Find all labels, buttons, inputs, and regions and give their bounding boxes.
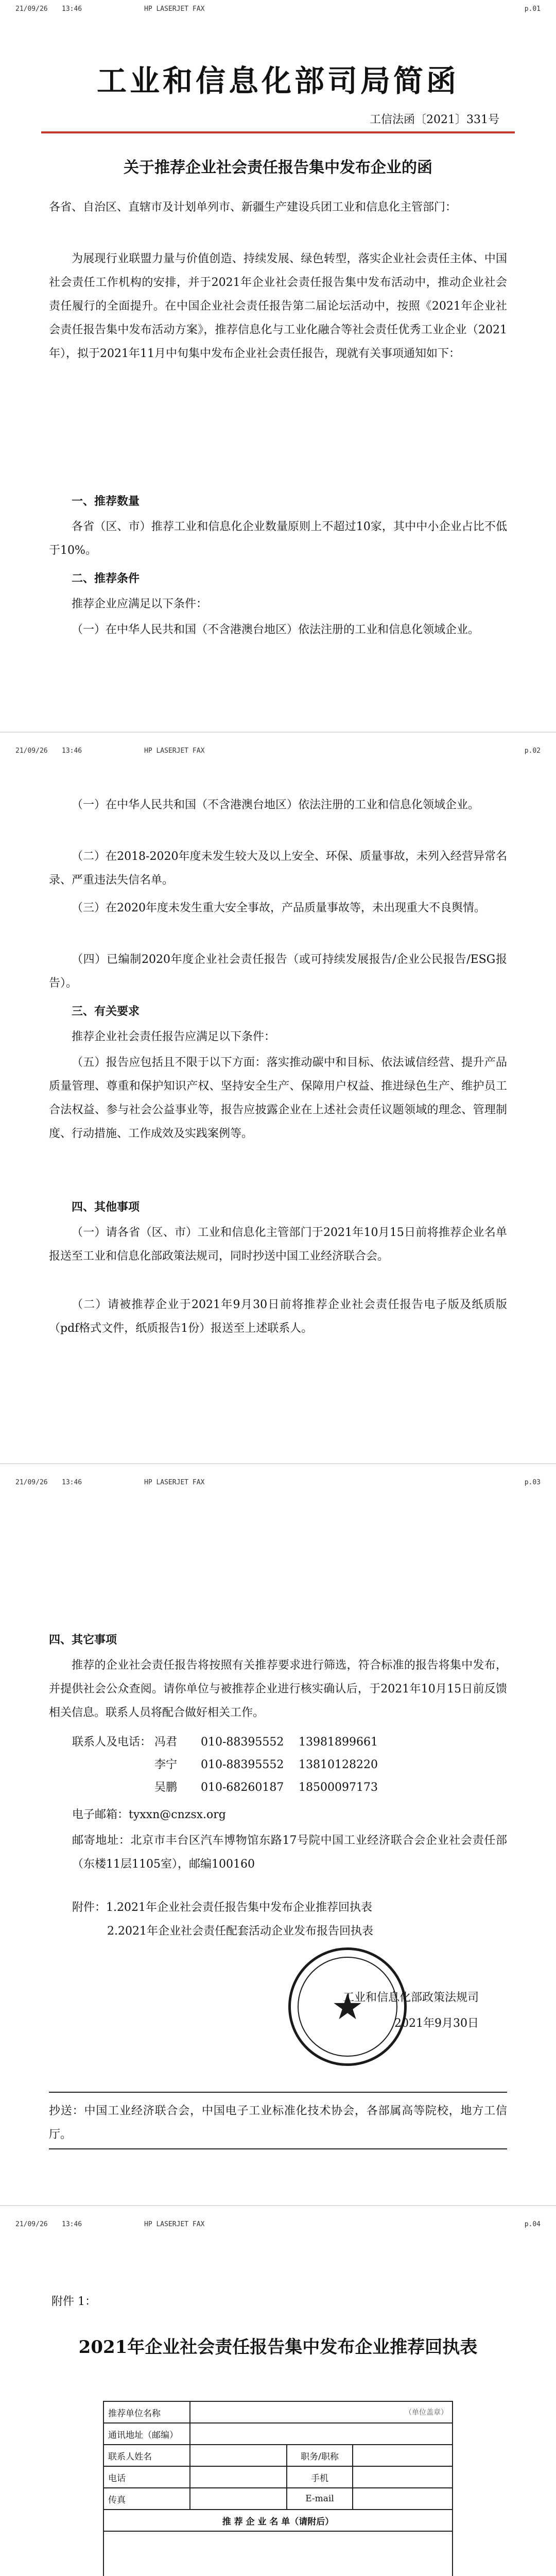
fax-page: p.04 xyxy=(524,2221,541,2228)
fax-page: p.02 xyxy=(524,747,541,755)
form-field[interactable] xyxy=(353,2445,453,2466)
section-1-body: 各省（区、市）推荐工业和信息化企业数量原则上不超过10家，其中中小企业占比不低于10%。 xyxy=(49,520,507,557)
condition-item-4: （四）已编制2020年度企业社会责任报告（或可持续发展报告/企业公民报告/ESG报告）。 xyxy=(49,953,507,990)
fax-header xyxy=(15,2221,541,2232)
contact-row xyxy=(72,1776,378,1799)
seal-star-icon: ★ xyxy=(331,1986,364,2028)
section-3-item-1: （五）报告应包括且不限于以下方面：落实推动碳中和目标、依法诚信经营、提升产品质量管理、尊重和保护知识产权、坚持安全生产、保障用户权益、推进绿色生产、维护员工合法权益、参与社会公益事业等，报告应披露企业在上述社会责任议题领域的理念、管理制度、行动措施、工作成效及实践案例等。 xyxy=(49,1056,507,1140)
salutation: 各省、自治区、直辖市及计划单列市、新疆生产建设兵团工业和信息化主管部门： xyxy=(49,201,457,214)
table-row xyxy=(103,2488,453,2510)
cc-rule-bottom xyxy=(49,2148,507,2149)
letterhead-rule xyxy=(41,131,515,133)
fax-time: 13:46 xyxy=(62,1479,82,1486)
fax-model: HP LASERJET FAX xyxy=(144,747,205,755)
form-section-header: 推 荐 企 业 名 单（请附后） xyxy=(103,2510,453,2531)
page-1 xyxy=(0,0,556,732)
contact-tel: 010-88395552 xyxy=(201,1758,284,1771)
page-separator xyxy=(0,2205,556,2206)
contact-mobile: 13810128220 xyxy=(299,1758,378,1771)
contacts-list xyxy=(72,1731,378,1799)
form-hint: （单位盖章） xyxy=(405,2409,448,2417)
section-3-title: 三、有关要求 xyxy=(72,1005,140,1018)
table-row xyxy=(103,2466,453,2488)
page-4 xyxy=(0,2215,556,2576)
table-row xyxy=(103,2423,453,2445)
contact-mobile: 13981899661 xyxy=(299,1736,378,1749)
condition-item-1: （一）在中华人民共和国（不含港澳台地区）依法注册的工业和信息化领域企业。 xyxy=(72,799,480,811)
contact-name: 李宁 xyxy=(154,1758,178,1771)
section-3-lead: 推荐企业社会责任报告应满足以下条件： xyxy=(72,1030,276,1043)
form-label: 推荐单位名称 xyxy=(103,2401,190,2423)
contact-row xyxy=(72,1731,378,1754)
section-4-title: 四、其他事项 xyxy=(72,1200,140,1214)
fax-date: 21/09/26 xyxy=(15,5,48,13)
condition-item-2: （二）在2018-2020年度未发生较大及以上安全、环保、质量事故，未列入经营异常名录、严重违法失信名单。 xyxy=(49,850,507,887)
contact-label: 联系人及电话： xyxy=(72,1736,152,1749)
fax-date: 21/09/26 xyxy=(15,1479,48,1486)
form-label: 通讯地址（邮编） xyxy=(103,2423,190,2445)
attachment-line-2: 2.2021年企业社会责任配套活动企业发布报告回执表 xyxy=(107,1925,373,1938)
fax-model: HP LASERJET FAX xyxy=(144,2221,205,2228)
fax-date: 21/09/26 xyxy=(15,2221,48,2228)
fax-model: HP LASERJET FAX xyxy=(144,5,205,13)
other-matters-title: 四、其它事项 xyxy=(49,1633,117,1647)
section-2-item-1: （一）在中华人民共和国（不含港澳台地区）依法注册的工业和信息化领域企业。 xyxy=(72,623,480,636)
notice-title: 关于推荐企业社会责任报告集中发布企业的函 xyxy=(124,159,432,177)
page-3 xyxy=(0,1473,556,2205)
contact-tel: 010-68260187 xyxy=(201,1781,284,1794)
contact-email: 电子邮箱：tyxxn@cnzsx.org xyxy=(72,1808,226,1821)
section-1-title: 一、推荐数量 xyxy=(72,495,140,508)
fax-time: 13:46 xyxy=(62,5,82,13)
page-2 xyxy=(0,742,556,1463)
contact-label xyxy=(72,1776,154,1799)
enterprise-list-area[interactable] xyxy=(103,2531,453,2576)
page-separator xyxy=(0,732,556,733)
form-field[interactable] xyxy=(190,2466,287,2488)
table-row xyxy=(103,2510,453,2531)
form-label: 手机 xyxy=(287,2466,353,2488)
form-1-table xyxy=(103,2401,453,2576)
document-number: 工信法函〔2021〕331号 xyxy=(370,113,499,126)
form-field[interactable] xyxy=(190,2401,453,2423)
contact-name: 吴鹏 xyxy=(154,1781,178,1794)
attachment-1-label: 附件 1： xyxy=(51,2295,96,2308)
other-matters-body: 推荐的企业社会责任报告将按照有关推荐要求进行筛选，符合标准的报告将集中发布，并提供社会公众查阅。请你单位与被推荐企业进行核实确认后，于2021年10月15日前反馈相关信息。联系人员将配合做好相关工作。 xyxy=(49,1659,507,1719)
table-row xyxy=(103,2531,453,2576)
section-4-item-1: （一）请各省（区、市）工业和信息化主管部门于2021年10月15日前将推荐企业名单报送至工业和信息化部政策法规司，同时抄送中国工业经济联合会。 xyxy=(49,1226,507,1263)
letterhead-title: 工业和信息化部司局简函 xyxy=(96,63,459,98)
contact-address: 邮寄地址：北京市丰台区汽车博物馆东路17号院中国工业经济联合会企业社会责任部（东楼11层1105室），邮编100160 xyxy=(72,1834,507,1871)
contact-mobile: 18500097173 xyxy=(299,1781,378,1794)
section-2-lead: 推荐企业应满足以下条件： xyxy=(72,598,208,611)
table-row xyxy=(103,2445,453,2466)
cc-line: 抄送：中国工业经济联合会，中国电子工业标准化技术协会，各部属高等院校，地方工信厅。 xyxy=(49,2105,507,2141)
contact-row xyxy=(72,1754,378,1776)
page-separator xyxy=(0,1463,556,1464)
fax-time: 13:46 xyxy=(62,2221,82,2228)
fax-model: HP LASERJET FAX xyxy=(144,1479,205,1486)
condition-item-3: （三）在2020年度未发生重大安全事故，产品质量事故等，未出现重大不良舆情。 xyxy=(72,902,485,914)
form-field[interactable] xyxy=(190,2423,453,2445)
table-row xyxy=(103,2401,453,2423)
form-label: 职务/职称 xyxy=(287,2445,353,2466)
fax-header xyxy=(15,5,541,16)
form-label: 传真 xyxy=(103,2488,190,2510)
form-1-title: 2021年企业社会责任报告集中发布企业推荐回执表 xyxy=(78,2337,478,2358)
fax-header xyxy=(15,1479,541,1490)
form-field[interactable] xyxy=(353,2466,453,2488)
section-4-item-2: （二）请被推荐企业于2021年9月30日前将推荐企业社会责任报告电子版及纸质版（pdf格式文件，纸质报告1份）报送至上述联系人。 xyxy=(49,1298,507,1335)
intro-paragraph: 为展现行业联盟力量与价值创造、持续发展、绿色转型，落实企业社会责任主体、中国社会责任工作机构的安排，并于2021年企业社会责任报告集中发布活动中，推动企业社会责任履行的全面提升。在中国企业社会责任报告第二届论坛活动中，按照《2021年企业社会责任报告集中发布活动方案》，推荐信息化与工业化融合等社会责任优秀工业企业（2021年），拟于2021年11月中旬集中发布企业社会责任报告，现就有关事项通知如下： xyxy=(49,252,507,360)
official-seal xyxy=(288,1947,407,2066)
section-2-title: 二、推荐条件 xyxy=(72,572,140,585)
form-label: 电话 xyxy=(103,2466,190,2488)
cc-rule-top xyxy=(49,2092,507,2093)
form-field[interactable] xyxy=(190,2488,287,2510)
fax-date: 21/09/26 xyxy=(15,747,48,755)
form-field[interactable] xyxy=(353,2488,453,2510)
contact-tel: 010-88395552 xyxy=(201,1736,284,1749)
fax-page: p.03 xyxy=(524,1479,541,1486)
attachment-line-1: 附件：1.2021年企业社会责任报告集中发布企业推荐回执表 xyxy=(72,1901,372,1914)
form-label: 联系人姓名 xyxy=(103,2445,190,2466)
fax-time: 13:46 xyxy=(62,747,82,755)
issue-date: 2021年9月30日 xyxy=(394,2017,479,2030)
contact-name: 冯君 xyxy=(154,1736,178,1749)
issuer-signature: 工业和信息化部政策法规司 xyxy=(342,1991,479,2004)
contact-label xyxy=(72,1754,154,1776)
form-field[interactable] xyxy=(190,2445,287,2466)
fax-page: p.01 xyxy=(524,5,541,13)
form-label: E-mail xyxy=(287,2488,353,2510)
fax-header xyxy=(15,747,541,758)
